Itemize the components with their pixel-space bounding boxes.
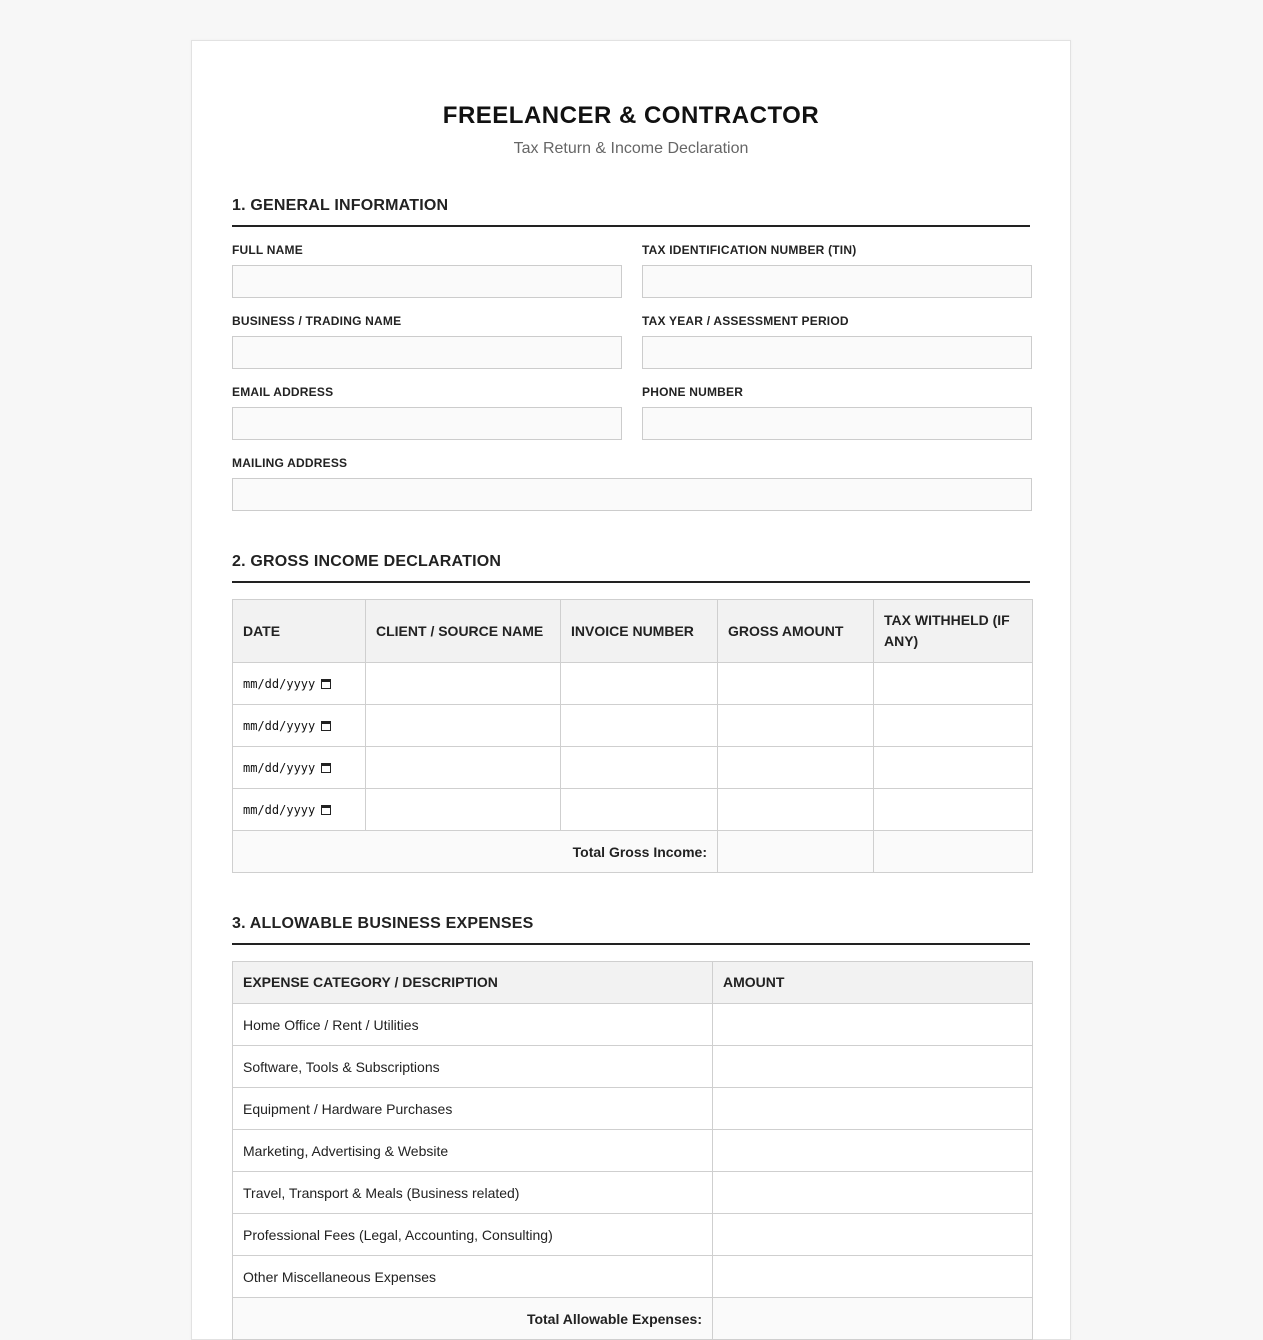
date-placeholder: mm/dd/yyyy (243, 676, 316, 691)
gross-amount-input[interactable] (718, 789, 874, 831)
tin-field-group (642, 243, 1032, 298)
expense-category-label: Professional Fees (Legal, Accounting, Consulting) (233, 1214, 713, 1256)
expense-category-label: Travel, Transport & Meals (Business related) (233, 1172, 713, 1214)
total-gross-amount-input[interactable] (718, 831, 874, 873)
tax-withheld-input[interactable] (874, 705, 1033, 747)
expense-amount-input[interactable] (713, 1256, 1033, 1298)
general-info-grid (232, 227, 1030, 511)
column-header-date: DATE (233, 600, 366, 663)
date-placeholder: mm/dd/yyyy (243, 760, 316, 775)
table-row (233, 1256, 1033, 1298)
expenses-table (232, 961, 1033, 1340)
tax-year-input[interactable] (642, 336, 1032, 369)
expense-amount-input[interactable] (713, 1004, 1033, 1046)
column-header-expense-category: EXPENSE CATEGORY / DESCRIPTION (233, 962, 713, 1004)
email-label: EMAIL ADDRESS (232, 385, 334, 399)
column-header-invoice: INVOICE NUMBER (561, 600, 718, 663)
table-row (233, 1088, 1033, 1130)
expense-amount-input[interactable] (713, 1088, 1033, 1130)
total-expenses-label: Total Allowable Expenses: (233, 1298, 713, 1340)
mailing-address-field-group (232, 456, 1032, 511)
expense-amount-input[interactable] (713, 1046, 1033, 1088)
table-row (233, 1172, 1033, 1214)
total-tax-withheld-input[interactable] (874, 831, 1033, 873)
tin-input[interactable] (642, 265, 1032, 298)
full-name-label: FULL NAME (232, 243, 303, 257)
calendar-icon[interactable] (321, 721, 331, 731)
column-header-tax-withheld: TAX WITHHELD (IF ANY) (874, 600, 1033, 663)
table-row (233, 789, 1033, 831)
business-name-field-group (232, 314, 622, 369)
column-header-gross: GROSS AMOUNT (718, 600, 874, 663)
total-expenses-input[interactable] (713, 1298, 1033, 1340)
expense-category-label: Marketing, Advertising & Website (233, 1130, 713, 1172)
invoice-input[interactable] (561, 789, 718, 831)
mailing-address-label: MAILING ADDRESS (232, 456, 348, 470)
client-input[interactable] (366, 663, 561, 705)
date-placeholder: mm/dd/yyyy (243, 718, 316, 733)
income-header-row (233, 600, 1033, 663)
tax-year-label: TAX YEAR / ASSESSMENT PERIOD (642, 314, 849, 328)
client-input[interactable] (366, 747, 561, 789)
section-income-title: 2. GROSS INCOME DECLARATION (232, 552, 1030, 583)
table-row (233, 747, 1033, 789)
date-input[interactable] (233, 747, 366, 789)
expenses-header-row (233, 962, 1033, 1004)
expense-category-label: Home Office / Rent / Utilities (233, 1004, 713, 1046)
column-header-amount: AMOUNT (713, 962, 1033, 1004)
business-name-input[interactable] (232, 336, 622, 369)
gross-amount-input[interactable] (718, 705, 874, 747)
invoice-input[interactable] (561, 663, 718, 705)
table-row (233, 1214, 1033, 1256)
tax-year-field-group (642, 314, 1032, 369)
expense-amount-input[interactable] (713, 1130, 1033, 1172)
full-name-input[interactable] (232, 265, 622, 298)
tax-withheld-input[interactable] (874, 789, 1033, 831)
mailing-address-input[interactable] (232, 478, 1032, 511)
section-expenses-title: 3. ALLOWABLE BUSINESS EXPENSES (232, 914, 1030, 945)
invoice-input[interactable] (561, 747, 718, 789)
client-input[interactable] (366, 789, 561, 831)
expense-amount-input[interactable] (713, 1172, 1033, 1214)
tax-withheld-input[interactable] (874, 663, 1033, 705)
table-row (233, 1004, 1033, 1046)
date-input[interactable] (233, 705, 366, 747)
client-input[interactable] (366, 705, 561, 747)
table-row (233, 1046, 1033, 1088)
calendar-icon[interactable] (321, 805, 331, 815)
total-gross-income-label: Total Gross Income: (233, 831, 718, 873)
expense-category-label: Other Miscellaneous Expenses (233, 1256, 713, 1298)
date-input[interactable] (233, 663, 366, 705)
expense-amount-input[interactable] (713, 1214, 1033, 1256)
calendar-icon[interactable] (321, 679, 331, 689)
table-row (233, 663, 1033, 705)
date-placeholder: mm/dd/yyyy (243, 802, 316, 817)
income-table (232, 599, 1033, 873)
phone-label: PHONE NUMBER (642, 385, 744, 399)
tax-withheld-input[interactable] (874, 747, 1033, 789)
table-row (233, 1130, 1033, 1172)
date-input[interactable] (233, 789, 366, 831)
column-header-client: CLIENT / SOURCE NAME (366, 600, 561, 663)
page-subtitle: Tax Return & Income Declaration (513, 140, 749, 157)
section-general-title: 1. GENERAL INFORMATION (232, 196, 1030, 227)
gross-amount-input[interactable] (718, 663, 874, 705)
table-row (233, 705, 1033, 747)
expense-category-label: Equipment / Hardware Purchases (233, 1088, 713, 1130)
email-input[interactable] (232, 407, 622, 440)
business-name-label: BUSINESS / TRADING NAME (232, 314, 402, 328)
email-field-group (232, 385, 622, 440)
form-page (191, 40, 1071, 1340)
phone-input[interactable] (642, 407, 1032, 440)
page-title: FREELANCER & CONTRACTOR (442, 102, 820, 129)
invoice-input[interactable] (561, 705, 718, 747)
tin-label: TAX IDENTIFICATION NUMBER (TIN) (642, 243, 857, 257)
expense-category-label: Software, Tools & Subscriptions (233, 1046, 713, 1088)
full-name-field-group (232, 243, 622, 298)
income-total-row (233, 831, 1033, 873)
phone-field-group (642, 385, 1032, 440)
expenses-total-row (233, 1298, 1033, 1340)
gross-amount-input[interactable] (718, 747, 874, 789)
calendar-icon[interactable] (321, 763, 331, 773)
